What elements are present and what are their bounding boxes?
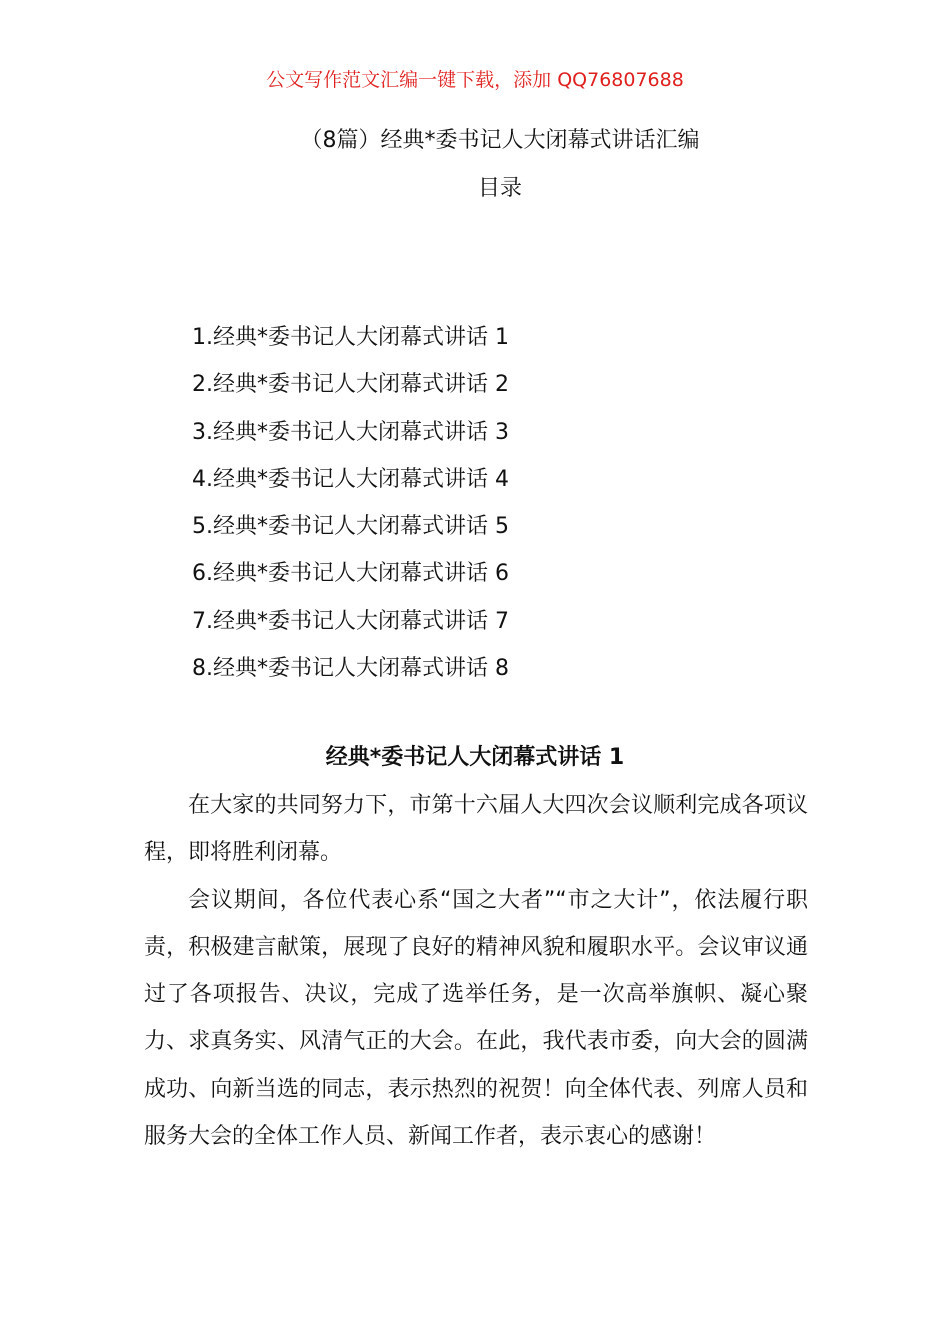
toc-item[interactable]: 6.经典*委书记人大闭幕式讲话 6 (192, 561, 509, 587)
document-title: （8篇）经典*委书记人大闭幕式讲话汇编 (300, 128, 700, 153)
section-title: 经典*委书记人大闭幕式讲话 1 (325, 745, 625, 770)
toc-item[interactable]: 1.经典*委书记人大闭幕式讲话 1 (192, 325, 509, 350)
toc-item[interactable]: 7.经典*委书记人大闭幕式讲话 7 (192, 608, 509, 634)
body-paragraph: 会议期间，各位代表心系“国之大者”“市之大计”，依法履行职责，积极建言献策，展现了良好的精神风貌和履职水平。会议审议通过了各项报告、决议，完成了选举任务，是一次高举旗帜、凝心聚力、求真务实、风清气正的大会。在此，我代表市委，向大会的圆满成功、向新当选的同志，表示热烈的祝贺！向全体代表、列席人员和服务大会的全体工作人员、新闻工作者，表示衷心的感谢！ (144, 887, 808, 1150)
toc-item[interactable]: 2.经典*委书记人大闭幕式讲话 2 (192, 372, 509, 398)
toc-item[interactable]: 8.经典*委书记人大闭幕式讲话 8 (192, 656, 509, 682)
table-of-contents (192, 314, 509, 692)
section-body (144, 782, 808, 1160)
toc-item[interactable]: 4.经典*委书记人大闭幕式讲话 4 (192, 466, 509, 492)
body-paragraph: 在大家的共同努力下，市第十六届人大四次会议顺利完成各项议程，即将胜利闭幕。 (144, 793, 808, 866)
toc-item[interactable]: 3.经典*委书记人大闭幕式讲话 3 (192, 419, 509, 445)
toc-item[interactable]: 5.经典*委书记人大闭幕式讲话 5 (192, 514, 509, 540)
header-note: 公文写作范文汇编一键下载，添加 QQ76807688 (266, 69, 684, 91)
toc-heading: 目录 (477, 176, 522, 201)
